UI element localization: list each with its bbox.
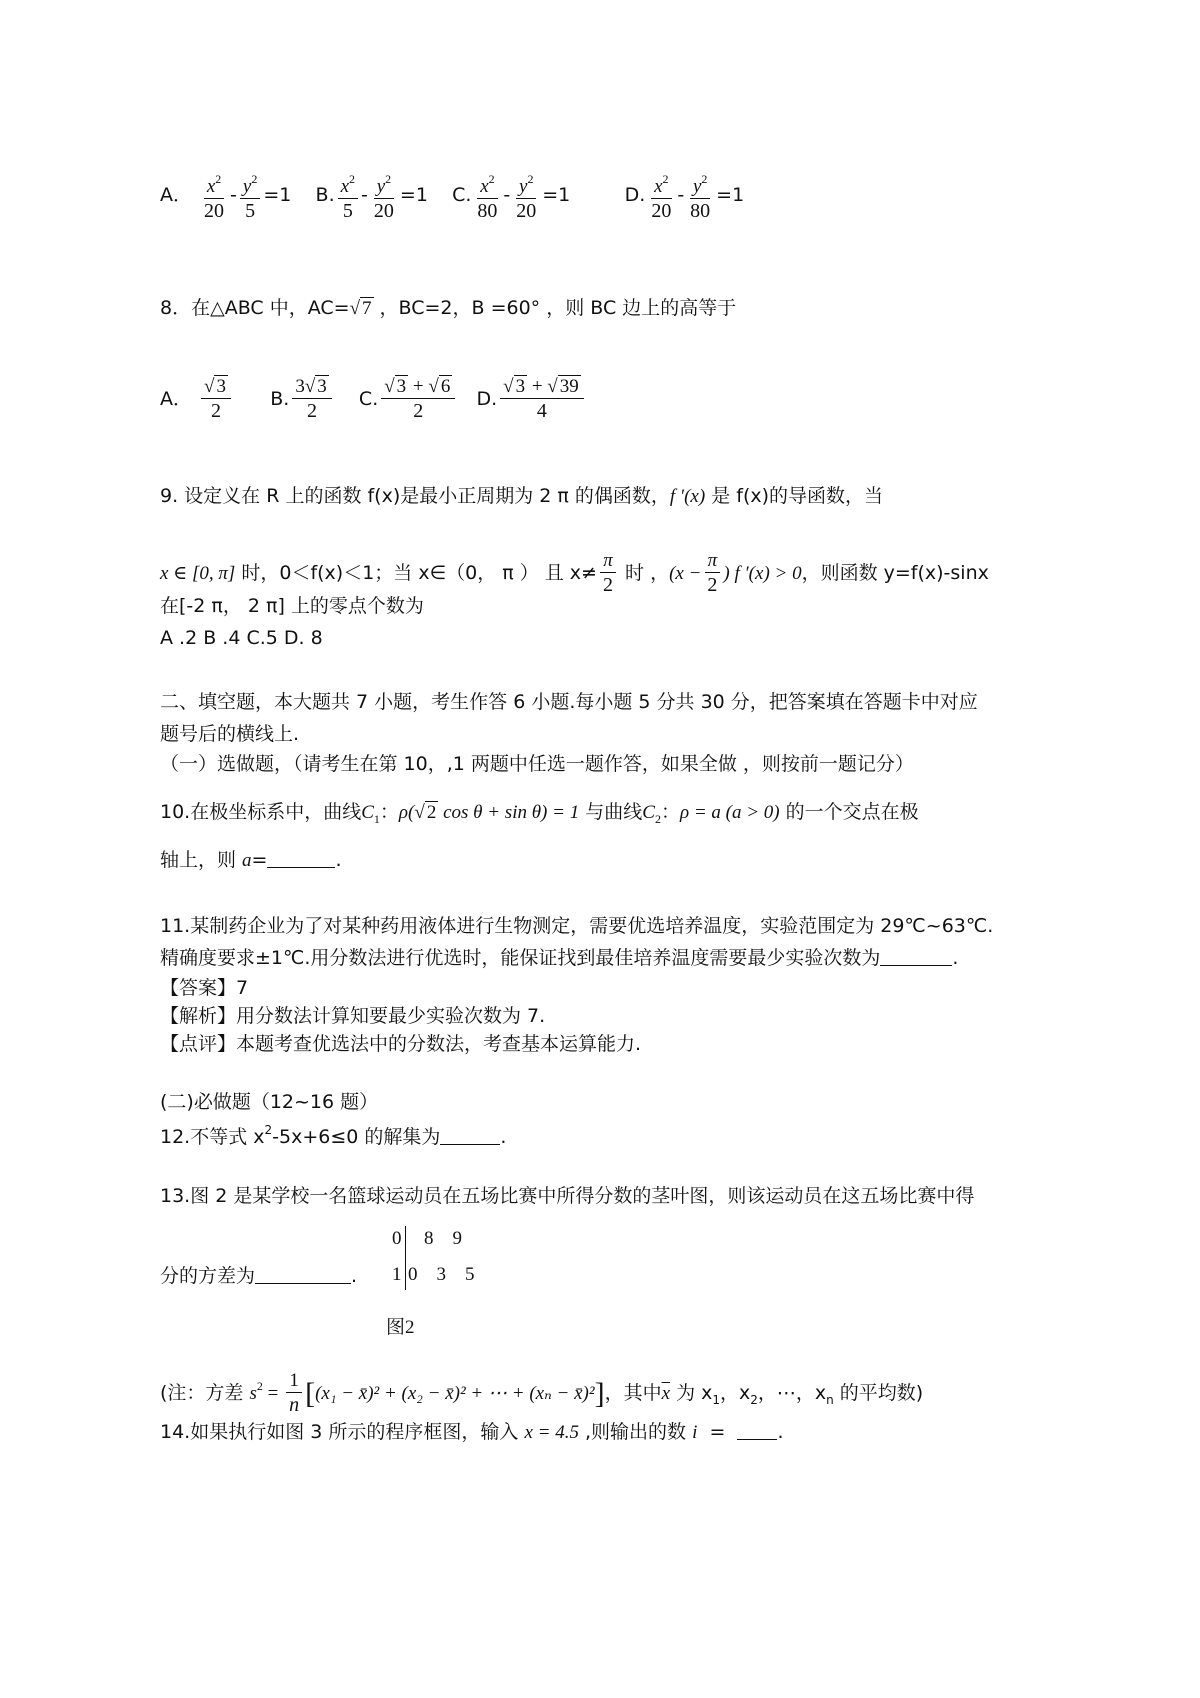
q7-option-c-frac1: $\frac{x^2}{80}$ [474, 168, 500, 223]
q8-options: A． $\frac{√ 3}{2}$ B. $\frac{3√ 3}{2}$ C. $\frac{√ 3 + √ 6}{2}$ D. $\frac{√ 3 + √ 39}{4}$ [160, 376, 587, 423]
section2-line1: 二、填空题，本大题共 7 小题，考生作答 6 小题.每小题 5 分共 30 分，把答案填在答题卡中对应 [160, 691, 978, 713]
q9-pi-over-2-b: $\frac{\pi}{2}$ [704, 550, 720, 597]
section2-line2: 题号后的横线上. [160, 723, 300, 745]
q10-line1: 10.在极坐标系中，曲线$C_1$：ρ(√ 2 cos θ + sin θ) = 1 与曲线$C_2$：ρ = a (a > 0) 的一个交点在极 [160, 801, 919, 826]
leaf-0: 8 9 [424, 1228, 462, 1249]
q7-option-c-label: C. [452, 184, 472, 206]
q7-options: A． $\frac{x^2}{20}$ - $\frac{y^2}{5}$ =1 B. $\frac{x^2}{5}$ - $\frac{y^2}{20}$ =1 C. $\frac{x^2}{80}$ - $\frac{y^2}{20}$ =1 D. $\frac{x^2}{20}$ - $\frac{y^2}{80}$ =1 [160, 168, 744, 223]
q9-line3: 在[-2 π， 2 π] 上的零点个数为 [160, 595, 424, 617]
figure-caption: 图2 [386, 1317, 415, 1338]
q7-option-d-frac1: $\frac{x^2}{20}$ [648, 168, 674, 223]
variance-note: (注：方差 $s^2$ = $\frac{1}{n}$ [(x₁ − x̄)² + (x₂ − x̄)² + ⋯ + (xₙ − x̄)²]，其中$\overline{x}$ 为 $x_1$，$x_2$，⋯，$x_n$ 的平均数) [160, 1370, 924, 1416]
q10-line2: 轴上，则 a= . [160, 849, 342, 871]
q9-line1: 9. 设定义在 R 上的函数 f(x)是最小正周期为 2 π 的偶函数，f ′(x) 是 f(x)的导函数，当 [160, 485, 884, 507]
q7-option-d-frac2: $\frac{y^2}{80}$ [687, 168, 713, 223]
q8-option-b-frac: $\frac{3√ 3}{2}$ [292, 376, 331, 423]
q7-option-c-frac2: $\frac{y^2}{20}$ [513, 168, 539, 223]
answer-blank [267, 849, 335, 868]
q7-option-a-frac2: $\frac{y^2}{5}$ [240, 168, 260, 223]
answer-blank [440, 1126, 500, 1145]
q7-option-b-frac1: $\frac{x^2}{5}$ [338, 168, 358, 223]
q11-line1: 11.某制药企业为了对某种药用液体进行生物测定，需要优选培养温度，实验范围定为 29℃~63℃. [160, 915, 994, 937]
stem-leaf-divider [405, 1226, 406, 1290]
q8-option-a-frac: $\frac{√ 3}{2}$ [201, 376, 231, 423]
q13-line2: 分的方差为 . [160, 1265, 358, 1287]
section2b-title: (二)必做题（12~16 题） [160, 1091, 379, 1113]
answer-blank [880, 947, 952, 966]
q9-pi-over-2: $\frac{\pi}{2}$ [600, 550, 616, 597]
sqrt-7: √ 7 [349, 298, 372, 319]
q9-options: A .2 B .4 C.5 D. 8 [160, 627, 323, 649]
stem-0: 0 [392, 1228, 402, 1249]
q8-option-d-frac: $\frac{√ 3 + √ 39}{4}$ [500, 376, 584, 423]
stem-leaf-plot [384, 1228, 504, 1318]
q7-option-a-frac1: $\frac{x^2}{20}$ [201, 168, 227, 223]
q7-option-d-label: D. [624, 184, 646, 206]
q14: 14.如果执行如图 3 所示的程序框图，输入 x = 4.5 ,则输出的数 i = . [160, 1421, 784, 1443]
q8-stem: 8．在△ABC 中，AC=√ 7 ，BC=2，B =60° ，则 BC 边上的高等于 [160, 297, 737, 319]
answer-blank [737, 1421, 777, 1440]
one-over-n: $\frac{1}{n}$ [286, 1370, 302, 1417]
q7-option-b-frac2: $\frac{y^2}{20}$ [371, 168, 397, 223]
q11-explanation: 【解析】用分数法计算知要最少实验次数为 7. [160, 1005, 546, 1027]
q9-line2: x ∈ [0, π] 时，0＜f(x)＜1；当 x∈（0， π ） 且 x≠ $\frac{\pi}{2}$ 时 ，(x − $\frac{\pi}{2}$ ) f ′(x) > 0，则函数 y=f(x)-sinx [160, 550, 989, 596]
q11-line2: 精确度要求±1℃.用分数法进行优选时，能保证找到最佳培养温度需要最少实验次数为 . [160, 947, 959, 969]
leaf-1: 0 3 5 [408, 1264, 475, 1285]
q12: 12.不等式 $x^2-5x+6\le 0$ 的解集为 . [160, 1123, 507, 1148]
section2-line3: （一）选做题，（请考生在第 10，,1 两题中任选一题作答，如果全做 ，则按前一题记分） [160, 753, 914, 775]
stem-1: 1 [392, 1264, 402, 1285]
q8-option-c-frac: $\frac{√ 3 + √ 6}{2}$ [381, 376, 455, 423]
q7-option-a-label: A． [160, 184, 192, 206]
q13-line1: 13.图 2 是某学校一名篮球运动员在五场比赛中所得分数的茎叶图，则该运动员在这五场比赛中得 [160, 1185, 975, 1207]
answer-blank [255, 1265, 351, 1284]
q11-review: 【点评】本题考查优选法中的分数法，考查基本运算能力. [160, 1033, 642, 1055]
q11-answer: 【答案】7 [160, 977, 249, 999]
q7-option-b-label: B. [315, 184, 335, 206]
